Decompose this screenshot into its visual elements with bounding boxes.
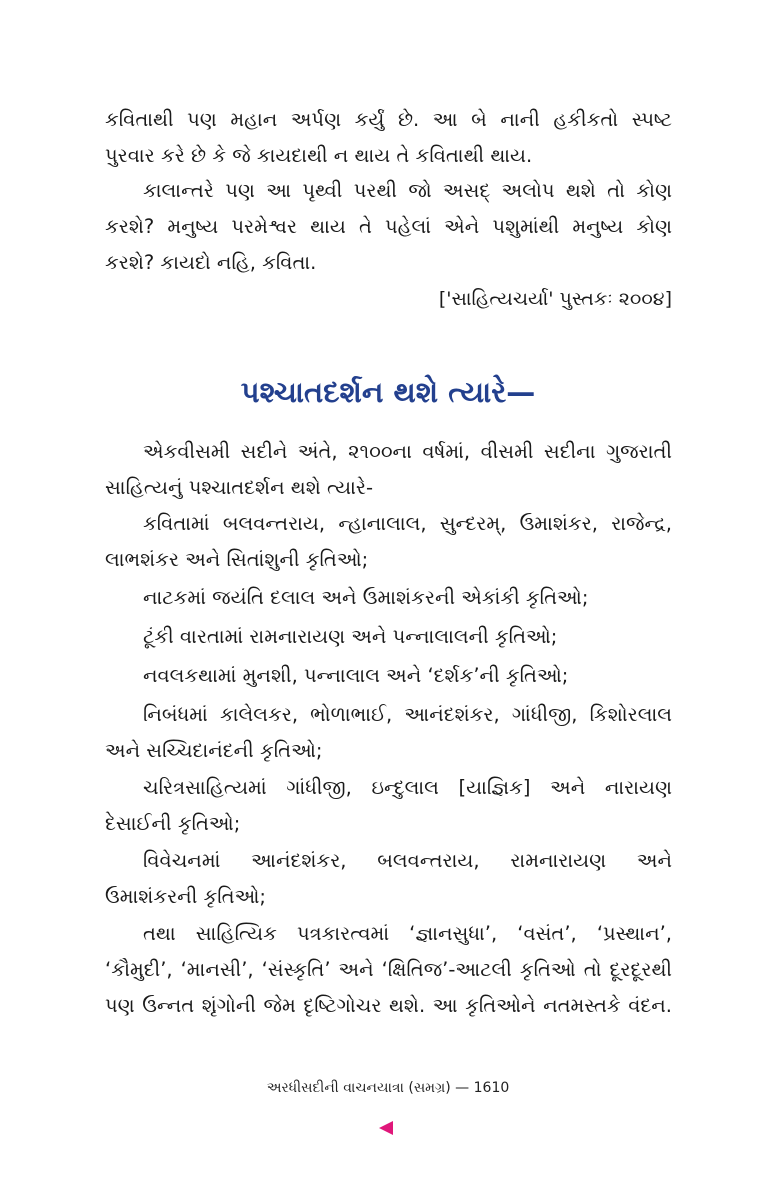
body-line: નવલકથામાં મુનશી, પન્નાલાલ અને ‘દર્શક’ની કૃતિઓ; <box>143 664 569 687</box>
body-line: ટૂંકી વારતામાં રામનારાયણ અને પન્નાલાલની કૃતિઓ; <box>143 625 558 648</box>
citation: ['સાહિત્યચર્યા' પુસ્તકઃ ૨૦૦૪] <box>438 288 672 310</box>
paragraph-line: પુરવાર કરે છે કે જે કાયદાથી ન થાય તે કવિતાથી થાય. <box>105 144 533 167</box>
body-line: પણ ઉન્નત શૃંગોની જેમ દૃષ્ટિગોચર થશે. આ કૃતિઓને નતમસ્તકે વંદન. <box>105 994 672 1017</box>
previous-page-arrow-icon[interactable] <box>379 1121 393 1135</box>
body-line: સાહિત્યનું પશ્ચાતદર્શન થશે ત્યારે- <box>105 476 374 499</box>
body-line: નિબંધમાં કાલેલકર, ભોળાભાઈ, આનંદશંકર, ગાંધીજી, કિશોરલાલ <box>143 703 672 726</box>
body-line: નાટકમાં જયંતિ દલાલ અને ઉમાશંકરની એકાંકી કૃતિઓ; <box>143 586 589 609</box>
section-heading: પશ્ચાતદર્શન થશે ત્યારે— <box>240 375 536 409</box>
body-line: કવિતામાં બલવન્તરાય, ન્હાનાલાલ, સુન્દરમ્, ઉમાશંકર, રાજેન્દ્ર, <box>143 512 672 535</box>
paragraph-line: કાલાન્તરે પણ આ પૃથ્વી પરથી જો અસદ્ અલોપ થશે તો કોણ <box>143 179 672 202</box>
body-line: તથા સાહિત્યિક પત્રકારત્વમાં ‘જ્ઞાનસુધા’, ‘વસંત’, ‘પ્રસ્થાન’, <box>143 922 672 945</box>
body-line: અને સચ્ચિદાનંદની કૃતિઓ; <box>105 739 323 762</box>
body-line: ઉમાશંકરની કૃતિઓ; <box>105 885 266 908</box>
body-line: લાભશંકર અને સિતાંશુની કૃતિઓ; <box>105 548 369 571</box>
body-line: ‘કૌમુદી’, ‘માનસી’, ‘સંસ્કૃતિ’ અને ‘ક્ષિતિજ’-આટલી કૃતિઓ તો દૂરદૂરથી <box>105 958 672 981</box>
paragraph-line: કરશે? મનુષ્ય પરમેશ્વર થાય તે પહેલાં એને પશુમાંથી મનુષ્ય કોણ <box>105 215 672 238</box>
body-line: વિવેચનમાં આનંદશંકર, બલવન્તરાય, રામનારાયણ અને <box>143 849 672 872</box>
paragraph-line: કવિતાથી પણ મહાન અર્પણ કર્યું છે. આ બે નાની હકીકતો સ્પષ્ટ <box>105 108 672 131</box>
body-line: ચરિત્રસાહિત્યમાં ગાંધીજી, ઇન્દુલાલ [યાજ્ઞિક] અને નારાયણ <box>143 776 672 799</box>
paragraph-line: કરશે? કાયદો નહિ, કવિતા. <box>105 251 317 274</box>
body-line: દેસાઈની કૃતિઓ; <box>105 812 241 835</box>
page-footer: અરધીસદીની વાચનયાત્રા (સમગ્ર) — 1610 <box>266 1080 510 1096</box>
body-line: એકવીસમી સદીને અંતે, ૨૧૦૦ના વર્ષમાં, વીસમી સદીના ગુજરાતી <box>143 440 672 463</box>
